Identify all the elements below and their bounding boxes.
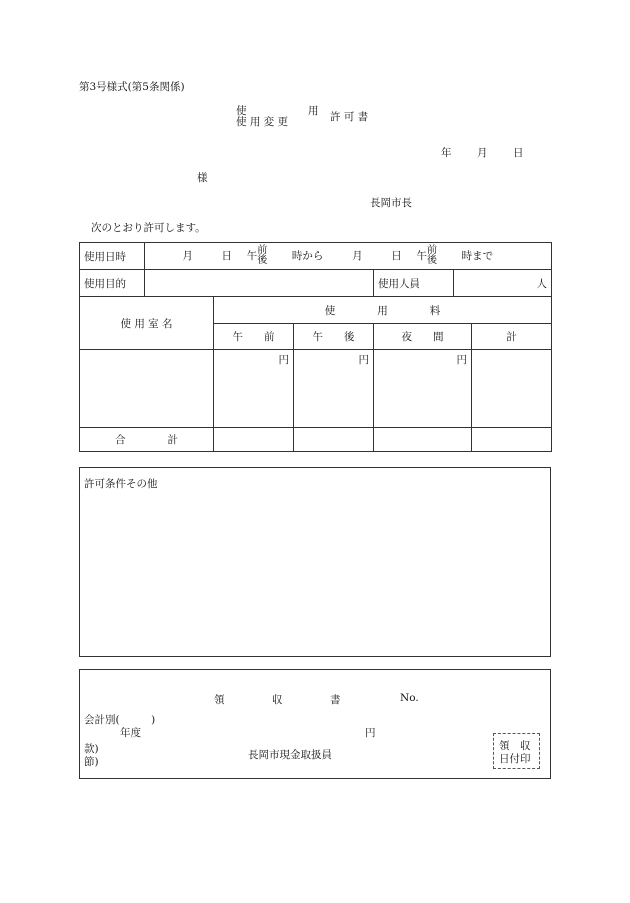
col-total: 計	[472, 324, 552, 350]
fee-total-cell	[472, 350, 552, 428]
start-ampm: 前 後	[257, 245, 268, 266]
people-unit: 人	[536, 277, 547, 290]
fee-night-cell	[374, 350, 472, 428]
people-label: 使用人員	[374, 270, 454, 297]
total-label: 合 計	[80, 428, 214, 452]
form-number: 第3号様式(第5条関係)	[79, 81, 185, 93]
end-day-label: 日	[391, 250, 402, 262]
usage-datetime-value	[145, 243, 552, 270]
fee-header-row	[80, 297, 552, 324]
purpose-value	[145, 270, 374, 297]
fiscal-year-label: 年度	[120, 727, 141, 739]
end-noon-label: 午	[416, 250, 427, 262]
setsu-label: 節)	[84, 756, 99, 768]
people-value	[454, 270, 552, 297]
fee-header: 使 用 料	[214, 297, 552, 324]
addressee-suffix: 様	[197, 172, 208, 184]
total-night	[374, 428, 472, 452]
total-am	[214, 428, 294, 452]
usage-datetime-label: 使用日時	[80, 243, 145, 270]
total-total	[472, 428, 552, 452]
receipt-title-2: 収	[272, 694, 283, 706]
start-day-label: 日	[221, 250, 233, 262]
kan-label: 款)	[84, 743, 99, 755]
start-month-label: 月	[182, 250, 193, 262]
room-name-label: 使 用 室 名	[80, 297, 214, 350]
cashier-label: 長岡市現金取扱員	[248, 749, 332, 761]
receipt-yen: 円	[365, 727, 376, 739]
fee-body-row	[80, 350, 552, 428]
yen-night: 円	[456, 354, 467, 366]
title-use-top: 使	[236, 105, 247, 117]
account-label: 会計別( )	[84, 714, 156, 726]
title-permit: 許 可 書	[330, 111, 369, 123]
conditions-box	[79, 467, 551, 657]
receipt-title-3: 書	[330, 694, 341, 706]
room-name-value	[80, 350, 214, 428]
date-stamp-box	[493, 733, 540, 769]
date-month: 月	[477, 147, 488, 159]
date-year: 年	[441, 147, 452, 159]
conditions-label: 許可条件その他	[84, 478, 158, 490]
total-row	[80, 428, 552, 452]
from-label: 時から	[291, 250, 324, 262]
col-pm: 午 後	[294, 324, 374, 350]
purpose-label: 使用目的	[80, 270, 145, 297]
until-label: 時まで	[461, 250, 494, 262]
col-night: 夜 間	[374, 324, 472, 350]
col-am: 午 前	[214, 324, 294, 350]
usage-datetime-row	[80, 243, 552, 270]
date-day: 日	[513, 147, 524, 159]
intro-text: 次のとおり許可します。	[91, 222, 206, 234]
fee-am-cell	[214, 350, 294, 428]
issuer: 長岡市長	[370, 197, 412, 209]
yen-pm: 円	[358, 354, 369, 366]
receipt-title-1: 領	[214, 694, 225, 706]
receipt-box	[79, 669, 551, 779]
stamp-line-1: 領 収	[499, 740, 531, 752]
fee-pm-cell	[294, 350, 374, 428]
end-ampm: 前 後	[426, 245, 437, 266]
start-noon-label: 午	[246, 250, 258, 262]
total-pm	[294, 428, 374, 452]
stamp-line-2: 日付印	[499, 753, 531, 765]
end-month-label: 月	[352, 250, 363, 262]
title-use-top-2: 用	[308, 105, 319, 117]
purpose-row	[80, 270, 552, 297]
receipt-number-label: No.	[400, 692, 419, 704]
yen-am: 円	[278, 354, 289, 366]
usage-table	[79, 242, 552, 452]
title-use-change: 使 用 変 更	[236, 116, 289, 128]
